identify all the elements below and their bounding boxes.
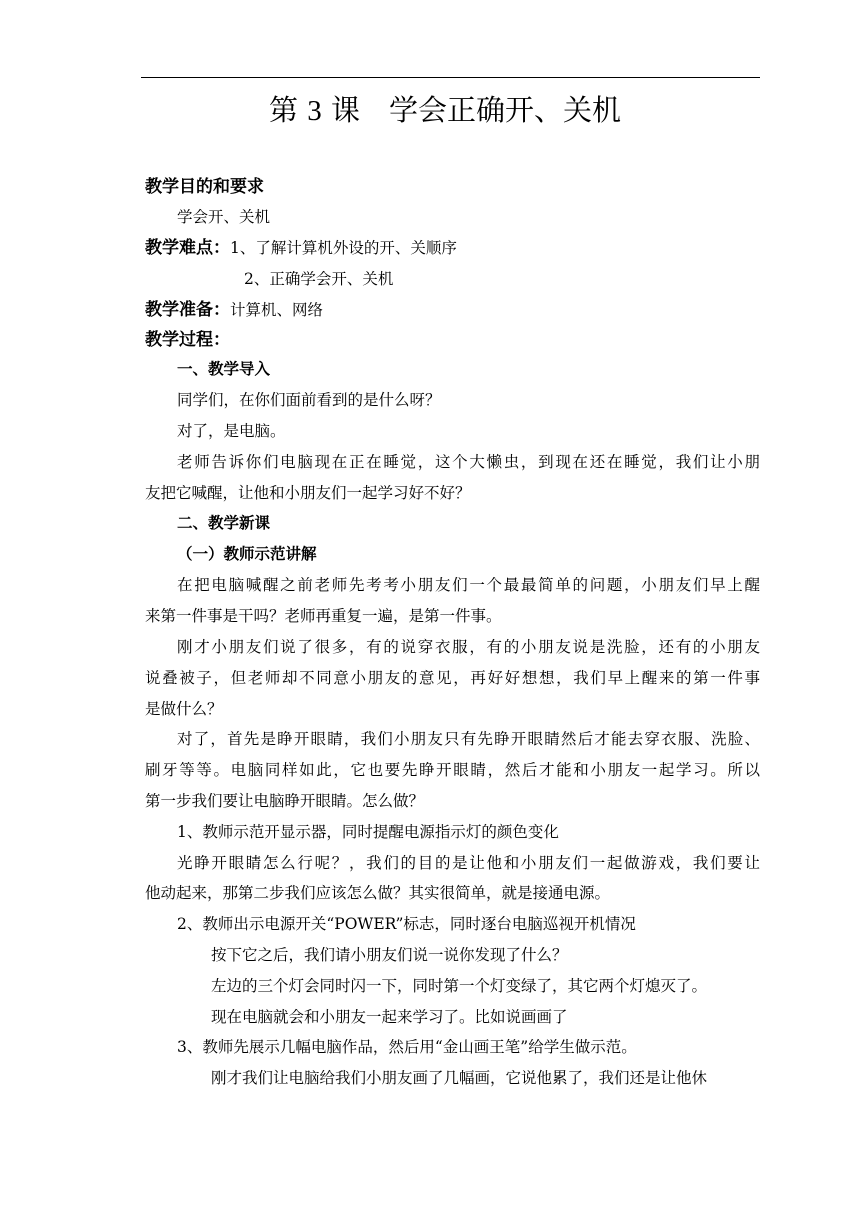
- paragraph: 同学们，在你们面前看到的是什么呀？: [177, 391, 441, 409]
- process-heading: 教学过程：: [145, 330, 230, 350]
- difficulty-item-2: 2、正确学会开、关机: [244, 270, 394, 288]
- difficulty-label: 教学难点：: [145, 238, 230, 258]
- paragraph-line: 友把它喊醒，让他和小朋友们一起学习好不好？: [145, 484, 471, 502]
- difficulty-item-1: 1、了解计算机外设的开、关顺序: [230, 239, 457, 257]
- paragraph-line: 对了，首先是睁开眼睛，我们小朋友只有先睁开眼睛然后才能去穿衣服、洗脸、: [177, 730, 760, 748]
- paragraph: 现在电脑就会和小朋友一起来学习了。比如说画画了: [211, 1008, 568, 1026]
- subsection-heading: （一）教师示范讲解: [177, 545, 317, 563]
- lesson-title: 第 3 课 学会正确开、关机: [269, 93, 621, 127]
- paragraph-line: 说叠被子，但老师却不同意小朋友的意见，再好好想想，我们早上醒来的第一件事: [145, 669, 760, 687]
- paragraph-line: 是做什么？: [145, 700, 223, 718]
- paragraph: 左边的三个灯会同时闪一下，同时第一个灯变绿了，其它两个灯熄灭了。: [211, 977, 708, 995]
- preparation-text: 计算机、网络: [230, 301, 324, 319]
- header-rule: [141, 77, 760, 78]
- preparation-label: 教学准备：: [145, 300, 230, 320]
- paragraph-line: 第一步我们要让电脑睁开眼睛。怎么做？: [145, 792, 425, 810]
- paragraph-line: 在把电脑喊醒之前老师先考考小朋友们一个最最简单的问题，小朋友们早上醒: [177, 576, 760, 594]
- objectives-heading: 教学目的和要求: [145, 177, 264, 197]
- paragraph-line: 刷牙等等。电脑同样如此，它也要先睁开眼睛，然后才能和小朋友一起学习。所以: [145, 761, 760, 779]
- paragraph-line: 他动起来，那第二步我们应该怎么做？其实很简单，就是接通电源。: [145, 884, 611, 902]
- difficulty-line: [145, 237, 457, 259]
- paragraph: 刚才我们让电脑给我们小朋友画了几幅画，它说他累了，我们还是让他休: [211, 1069, 708, 1087]
- step-3: 3、教师先展示几幅电脑作品，然后用“金山画王笔”给学生做示范。: [177, 1038, 637, 1056]
- paragraph-line: 光睁开眼睛怎么行呢？，我们的目的是让他和小朋友们一起做游戏，我们要让: [177, 854, 760, 872]
- paragraph: 按下它之后，我们请小朋友们说一说你发现了什么？: [211, 946, 568, 964]
- step-1: 1、教师示范开显示器，同时提醒电源指示灯的颜色变化: [177, 823, 559, 841]
- paragraph-line: 老师告诉你们电脑现在正在睡觉，这个大懒虫，到现在还在睡觉，我们让小朋: [177, 453, 760, 471]
- paragraph-line: 刚才小朋友们说了很多，有的说穿衣服，有的小朋友说是洗脸，还有的小朋友: [177, 638, 760, 656]
- step-2: 2、教师出示电源开关“POWER”标志，同时逐台电脑巡视开机情况: [177, 915, 636, 933]
- paragraph: 对了，是电脑。: [177, 422, 286, 440]
- objectives-text: 学会开、关机: [177, 208, 271, 226]
- paragraph-line: 来第一件事是干吗？老师再重复一遍，是第一件事。: [145, 607, 502, 625]
- preparation-line: [145, 299, 323, 321]
- section-heading-intro: 一、教学导入: [177, 360, 271, 378]
- section-heading-new-lesson: 二、教学新课: [177, 514, 271, 532]
